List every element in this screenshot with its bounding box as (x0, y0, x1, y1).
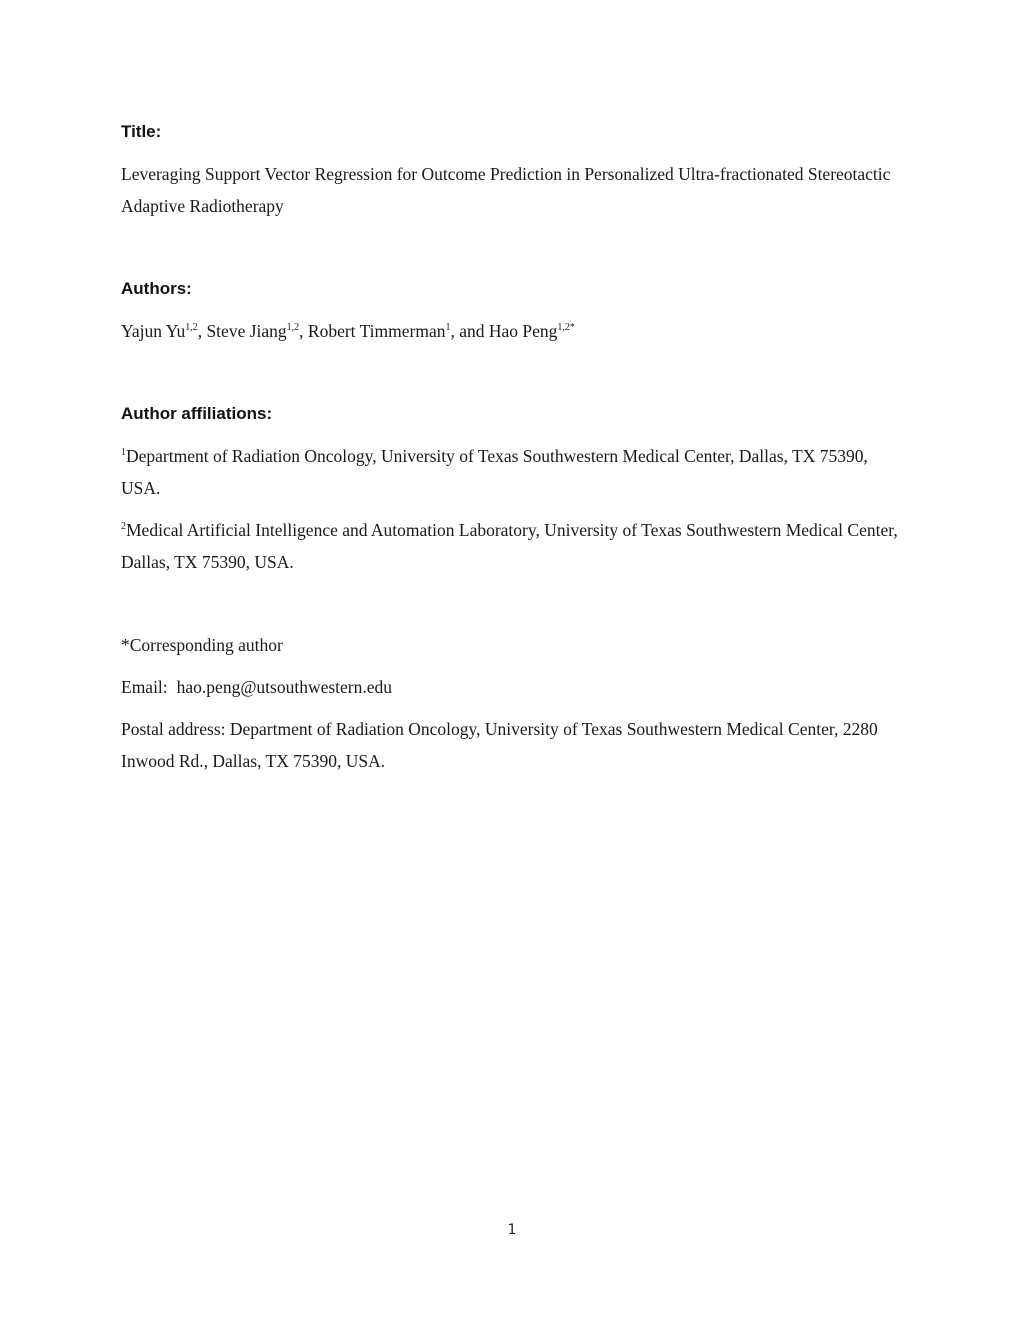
affiliation-text: Medical Artificial Intelligence and Automation Laboratory, University of Texas Southwestern Medical Center, Dallas, TX 75390, USA. (121, 520, 898, 572)
author-list (121, 321, 575, 341)
paper-title: Leveraging Support Vector Regression for Outcome Prediction in Personalized Ultra-fractionated Stereotactic Adaptive Radiotherapy (121, 164, 891, 216)
author-affiliation-marker: 1,2* (557, 322, 575, 333)
email-label: Email: (121, 677, 168, 697)
author-separator: , and (450, 321, 489, 341)
author-name: Yajun Yu (121, 321, 186, 341)
author-name: Hao Peng (488, 321, 558, 341)
affiliation-item (121, 440, 901, 504)
author-separator: , (197, 321, 207, 341)
affiliations-heading: Author affiliations: (121, 404, 273, 423)
title-heading: Title: (121, 122, 162, 141)
email-line (121, 677, 392, 697)
author-affiliation-marker: 1,2 (185, 322, 198, 333)
email-address[interactable]: hao.peng@utsouthwestern.edu (176, 677, 393, 697)
author-separator: , (299, 321, 308, 341)
author-affiliation-marker: 1,2 (286, 322, 300, 333)
author-affiliation-marker: 1 (445, 322, 451, 333)
postal-address: Postal address: Department of Radiation Oncology, University of Texas Southwestern Medical Center, 2280 Inwood Rd., Dallas, TX 75390, USA. (121, 719, 878, 771)
affiliation-marker: 1 (121, 447, 126, 458)
authors-heading: Authors: (121, 279, 192, 298)
author-name: Steve Jiang (206, 321, 287, 341)
affiliation-text: Department of Radiation Oncology, University of Texas Southwestern Medical Center, Dallas, TX 75390, USA. (121, 446, 868, 498)
page-number: 1 (507, 1222, 517, 1238)
corresponding-author-label: *Corresponding author (121, 635, 283, 655)
author-name: Robert Timmerman (307, 321, 446, 341)
affiliation-marker: 2 (121, 521, 126, 532)
affiliation-item (121, 514, 901, 578)
